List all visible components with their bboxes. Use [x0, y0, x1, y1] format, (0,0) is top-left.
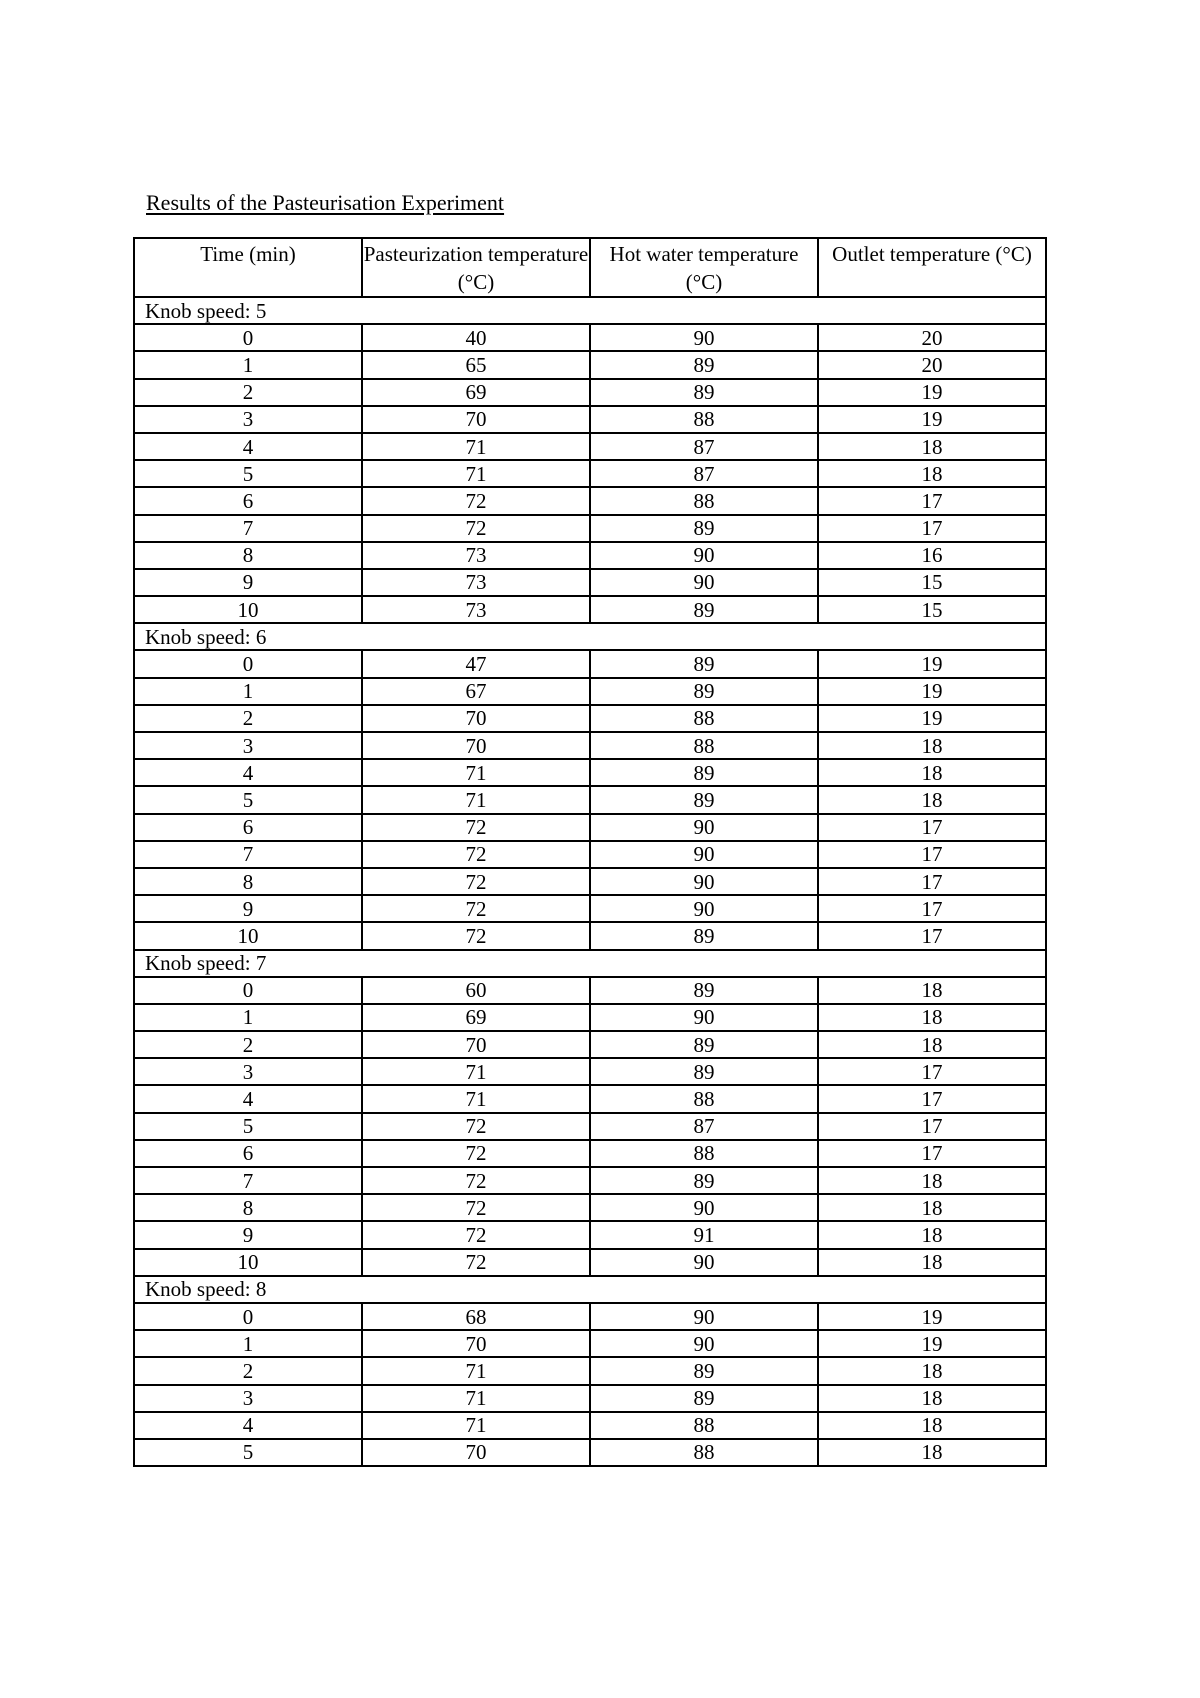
time-cell: 0 [134, 1303, 362, 1330]
outlet-temperature-cell: 18 [818, 433, 1046, 460]
time-cell: 10 [134, 922, 362, 949]
table-row [134, 732, 1046, 759]
outlet-temperature-cell: 18 [818, 1221, 1046, 1248]
table-row [134, 705, 1046, 732]
hot-water-temperature-cell: 89 [590, 922, 818, 949]
outlet-temperature-cell: 18 [818, 1385, 1046, 1412]
pasteurization-temperature-cell: 71 [362, 460, 590, 487]
time-cell: 0 [134, 324, 362, 351]
table-row [134, 596, 1046, 623]
hot-water-temperature-cell: 90 [590, 569, 818, 596]
hot-water-temperature-cell: 90 [590, 814, 818, 841]
knob-speed-label: Knob speed: 7 [134, 950, 1046, 977]
table-row [134, 759, 1046, 786]
hot-water-temperature-cell: 88 [590, 487, 818, 514]
hot-water-temperature-cell: 88 [590, 1140, 818, 1167]
hot-water-temperature-cell: 89 [590, 1167, 818, 1194]
time-cell: 9 [134, 895, 362, 922]
hot-water-temperature-cell: 88 [590, 1412, 818, 1439]
time-cell: 7 [134, 841, 362, 868]
time-cell: 3 [134, 406, 362, 433]
pasteurization-temperature-cell: 67 [362, 678, 590, 705]
pasteurization-temperature-cell: 69 [362, 379, 590, 406]
pasteurization-temperature-cell: 69 [362, 1004, 590, 1031]
hot-water-temperature-cell: 89 [590, 351, 818, 378]
hot-water-temperature-cell: 89 [590, 650, 818, 677]
table-row [134, 1439, 1046, 1466]
hot-water-temperature-cell: 89 [590, 515, 818, 542]
time-cell: 8 [134, 542, 362, 569]
outlet-temperature-cell: 17 [818, 1113, 1046, 1140]
table-row [134, 841, 1046, 868]
hot-water-temperature-cell: 90 [590, 841, 818, 868]
outlet-temperature-cell: 18 [818, 1167, 1046, 1194]
pasteurization-temperature-cell: 72 [362, 1140, 590, 1167]
time-cell: 10 [134, 596, 362, 623]
hot-water-temperature-cell: 90 [590, 1330, 818, 1357]
table-body [134, 297, 1046, 1466]
pasteurization-temperature-cell: 72 [362, 487, 590, 514]
table-row [134, 1357, 1046, 1384]
table-header [134, 238, 1046, 297]
outlet-temperature-cell: 19 [818, 406, 1046, 433]
outlet-temperature-cell: 20 [818, 324, 1046, 351]
time-cell: 6 [134, 487, 362, 514]
pasteurization-temperature-cell: 72 [362, 515, 590, 542]
hot-water-temperature-cell: 90 [590, 1249, 818, 1276]
pasteurization-temperature-cell: 65 [362, 351, 590, 378]
hot-water-temperature-cell: 89 [590, 1385, 818, 1412]
hot-water-temperature-cell: 88 [590, 732, 818, 759]
outlet-temperature-cell: 18 [818, 759, 1046, 786]
pasteurization-temperature-cell: 40 [362, 324, 590, 351]
outlet-temperature-cell: 17 [818, 895, 1046, 922]
outlet-temperature-cell: 17 [818, 1058, 1046, 1085]
hot-water-temperature-cell: 89 [590, 1031, 818, 1058]
pasteurization-temperature-cell: 72 [362, 814, 590, 841]
time-cell: 0 [134, 650, 362, 677]
hot-water-temperature-cell: 89 [590, 759, 818, 786]
table-row [134, 814, 1046, 841]
outlet-temperature-cell: 15 [818, 569, 1046, 596]
pasteurization-temperature-cell: 70 [362, 732, 590, 759]
hot-water-temperature-cell: 90 [590, 895, 818, 922]
hot-water-temperature-cell: 90 [590, 1194, 818, 1221]
outlet-temperature-cell: 18 [818, 977, 1046, 1004]
pasteurization-temperature-cell: 72 [362, 841, 590, 868]
pasteurization-temperature-cell: 72 [362, 1221, 590, 1248]
column-header-time: Time (min) [134, 238, 362, 297]
time-cell: 4 [134, 1412, 362, 1439]
time-cell: 2 [134, 705, 362, 732]
pasteurization-temperature-cell: 72 [362, 868, 590, 895]
table-row [134, 515, 1046, 542]
pasteurization-temperature-cell: 70 [362, 1031, 590, 1058]
hot-water-temperature-cell: 87 [590, 460, 818, 487]
outlet-temperature-cell: 17 [818, 1140, 1046, 1167]
hot-water-temperature-cell: 87 [590, 433, 818, 460]
outlet-temperature-cell: 18 [818, 1031, 1046, 1058]
outlet-temperature-cell: 17 [818, 487, 1046, 514]
table-row [134, 678, 1046, 705]
outlet-temperature-cell: 19 [818, 379, 1046, 406]
pasteurization-temperature-cell: 71 [362, 759, 590, 786]
time-cell: 10 [134, 1249, 362, 1276]
header-row [134, 238, 1046, 297]
table-row [134, 1113, 1046, 1140]
pasteurization-temperature-cell: 72 [362, 1194, 590, 1221]
pasteurization-temperature-cell: 73 [362, 596, 590, 623]
outlet-temperature-cell: 17 [818, 868, 1046, 895]
outlet-temperature-cell: 17 [818, 814, 1046, 841]
hot-water-temperature-cell: 90 [590, 324, 818, 351]
hot-water-temperature-cell: 88 [590, 705, 818, 732]
hot-water-temperature-cell: 90 [590, 542, 818, 569]
time-cell: 9 [134, 1221, 362, 1248]
table-row [134, 786, 1046, 813]
hot-water-temperature-cell: 90 [590, 868, 818, 895]
hot-water-temperature-cell: 89 [590, 977, 818, 1004]
pasteurization-temperature-cell: 72 [362, 1167, 590, 1194]
outlet-temperature-cell: 19 [818, 1303, 1046, 1330]
outlet-temperature-cell: 19 [818, 650, 1046, 677]
pasteurization-temperature-cell: 72 [362, 1249, 590, 1276]
table-row [134, 406, 1046, 433]
pasteurization-temperature-cell: 73 [362, 542, 590, 569]
hot-water-temperature-cell: 89 [590, 596, 818, 623]
outlet-temperature-cell: 15 [818, 596, 1046, 623]
outlet-temperature-cell: 18 [818, 460, 1046, 487]
pasteurization-temperature-cell: 73 [362, 569, 590, 596]
pasteurization-temperature-cell: 71 [362, 786, 590, 813]
outlet-temperature-cell: 18 [818, 1004, 1046, 1031]
table-row [134, 324, 1046, 351]
outlet-temperature-cell: 17 [818, 841, 1046, 868]
table-row [134, 542, 1046, 569]
hot-water-temperature-cell: 88 [590, 1439, 818, 1466]
outlet-temperature-cell: 18 [818, 786, 1046, 813]
pasteurization-temperature-cell: 71 [362, 1412, 590, 1439]
table-row [134, 1412, 1046, 1439]
outlet-temperature-cell: 18 [818, 1412, 1046, 1439]
hot-water-temperature-cell: 88 [590, 406, 818, 433]
pasteurization-temperature-cell: 71 [362, 1357, 590, 1384]
table-row [134, 1303, 1046, 1330]
table-row [134, 922, 1046, 949]
pasteurization-temperature-cell: 68 [362, 1303, 590, 1330]
time-cell: 0 [134, 977, 362, 1004]
hot-water-temperature-cell: 87 [590, 1113, 818, 1140]
table-row [134, 650, 1046, 677]
outlet-temperature-cell: 18 [818, 1357, 1046, 1384]
pasteurization-temperature-cell: 72 [362, 922, 590, 949]
time-cell: 5 [134, 460, 362, 487]
outlet-temperature-cell: 20 [818, 351, 1046, 378]
table-row [134, 460, 1046, 487]
table-row [134, 1058, 1046, 1085]
hot-water-temperature-cell: 89 [590, 786, 818, 813]
hot-water-temperature-cell: 90 [590, 1004, 818, 1031]
section-header-row [134, 623, 1046, 650]
column-header-outlet-temperature: Outlet temperature (°C) [818, 238, 1046, 297]
time-cell: 5 [134, 786, 362, 813]
time-cell: 4 [134, 1085, 362, 1112]
time-cell: 8 [134, 868, 362, 895]
table-row [134, 569, 1046, 596]
table-row [134, 1167, 1046, 1194]
pasteurization-temperature-cell: 72 [362, 895, 590, 922]
time-cell: 1 [134, 678, 362, 705]
section-header-row [134, 950, 1046, 977]
results-table [133, 237, 1047, 1467]
table-row [134, 1249, 1046, 1276]
column-header-hot-water-temperature: Hot water temperature (°C) [590, 238, 818, 297]
outlet-temperature-cell: 18 [818, 1194, 1046, 1221]
time-cell: 8 [134, 1194, 362, 1221]
section-header-row [134, 1276, 1046, 1303]
time-cell: 5 [134, 1113, 362, 1140]
table-row [134, 487, 1046, 514]
outlet-temperature-cell: 19 [818, 1330, 1046, 1357]
hot-water-temperature-cell: 89 [590, 1058, 818, 1085]
pasteurization-temperature-cell: 47 [362, 650, 590, 677]
time-cell: 6 [134, 814, 362, 841]
time-cell: 2 [134, 1357, 362, 1384]
time-cell: 3 [134, 1385, 362, 1412]
hot-water-temperature-cell: 90 [590, 1303, 818, 1330]
outlet-temperature-cell: 18 [818, 732, 1046, 759]
outlet-temperature-cell: 18 [818, 1249, 1046, 1276]
time-cell: 2 [134, 1031, 362, 1058]
time-cell: 9 [134, 569, 362, 596]
table-row [134, 1140, 1046, 1167]
knob-speed-label: Knob speed: 8 [134, 1276, 1046, 1303]
pasteurization-temperature-cell: 71 [362, 1385, 590, 1412]
time-cell: 1 [134, 351, 362, 378]
outlet-temperature-cell: 17 [818, 1085, 1046, 1112]
time-cell: 1 [134, 1330, 362, 1357]
table-row [134, 1330, 1046, 1357]
outlet-temperature-cell: 18 [818, 1439, 1046, 1466]
pasteurization-temperature-cell: 72 [362, 1113, 590, 1140]
time-cell: 7 [134, 1167, 362, 1194]
table-row [134, 1085, 1046, 1112]
outlet-temperature-cell: 17 [818, 922, 1046, 949]
table-row [134, 379, 1046, 406]
hot-water-temperature-cell: 89 [590, 678, 818, 705]
outlet-temperature-cell: 19 [818, 705, 1046, 732]
hot-water-temperature-cell: 89 [590, 379, 818, 406]
time-cell: 6 [134, 1140, 362, 1167]
pasteurization-temperature-cell: 70 [362, 705, 590, 732]
table-row [134, 433, 1046, 460]
hot-water-temperature-cell: 88 [590, 1085, 818, 1112]
pasteurization-temperature-cell: 70 [362, 1330, 590, 1357]
table-row [134, 1004, 1046, 1031]
table-row [134, 868, 1046, 895]
pasteurization-temperature-cell: 70 [362, 406, 590, 433]
outlet-temperature-cell: 16 [818, 542, 1046, 569]
pasteurization-temperature-cell: 71 [362, 1085, 590, 1112]
column-header-pasteurization-temperature: Pasteurization temperature (°C) [362, 238, 590, 297]
outlet-temperature-cell: 17 [818, 515, 1046, 542]
table-row [134, 1031, 1046, 1058]
pasteurization-temperature-cell: 70 [362, 1439, 590, 1466]
pasteurization-temperature-cell: 60 [362, 977, 590, 1004]
table-row [134, 1385, 1046, 1412]
section-header-row [134, 297, 1046, 324]
hot-water-temperature-cell: 91 [590, 1221, 818, 1248]
time-cell: 5 [134, 1439, 362, 1466]
time-cell: 3 [134, 1058, 362, 1085]
table-row [134, 1221, 1046, 1248]
table-row [134, 351, 1046, 378]
hot-water-temperature-cell: 89 [590, 1357, 818, 1384]
time-cell: 3 [134, 732, 362, 759]
outlet-temperature-cell: 19 [818, 678, 1046, 705]
time-cell: 4 [134, 759, 362, 786]
knob-speed-label: Knob speed: 6 [134, 623, 1046, 650]
table-row [134, 895, 1046, 922]
time-cell: 7 [134, 515, 362, 542]
knob-speed-label: Knob speed: 5 [134, 297, 1046, 324]
document-title: Results of the Pasteurisation Experiment [146, 190, 505, 215]
time-cell: 4 [134, 433, 362, 460]
pasteurization-temperature-cell: 71 [362, 433, 590, 460]
time-cell: 1 [134, 1004, 362, 1031]
table-row [134, 1194, 1046, 1221]
pasteurization-temperature-cell: 71 [362, 1058, 590, 1085]
time-cell: 2 [134, 379, 362, 406]
table-row [134, 977, 1046, 1004]
